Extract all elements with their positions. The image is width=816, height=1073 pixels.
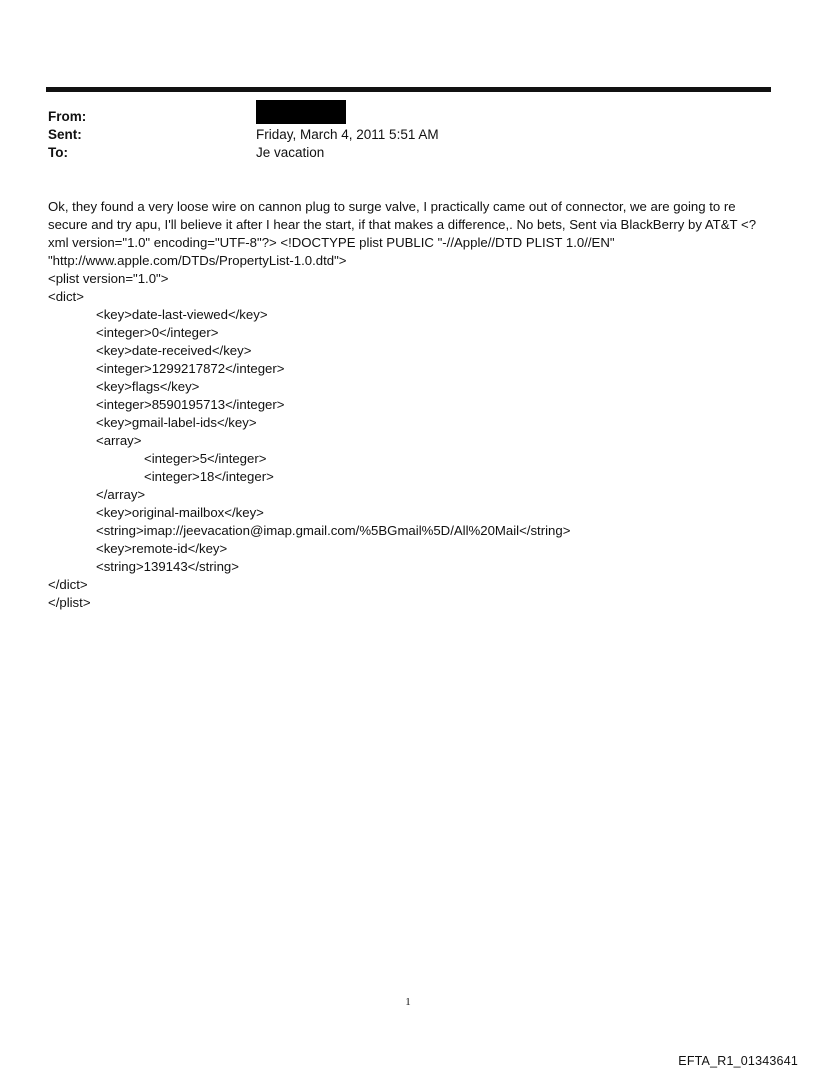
plist-line: <key>flags</key>: [96, 379, 200, 394]
message-body: [48, 198, 770, 612]
plist-line: <key>date-received</key>: [96, 343, 252, 358]
plist-line: <integer>18</integer>: [144, 469, 274, 484]
plist-line: <integer>1299217872</integer>: [96, 361, 285, 376]
plist-line: </array>: [96, 487, 146, 502]
page-number: 1: [405, 996, 411, 1008]
plist-line: <array>: [96, 433, 142, 448]
plist-line: <key>original-mailbox</key>: [96, 505, 264, 520]
plist-line: <key>remote-id</key>: [96, 541, 228, 556]
sent-label: Sent:: [48, 127, 82, 142]
plist-line: <key>date-last-viewed</key>: [96, 307, 268, 322]
plist-line: <plist version="1.0">: [48, 271, 169, 286]
plist-line: <string>139143</string>: [96, 559, 239, 574]
sent-value: Friday, March 4, 2011 5:51 AM: [256, 127, 439, 142]
plist-line: <key>gmail-label-ids</key>: [96, 415, 257, 430]
message-paragraph: Ok, they found a very loose wire on cannon plug to surge valve, I practically came out of connector, we are going to re secure and try apu, I'll believe it after I hear the start, if that makes a difference,. No bets, Sent via BlackBerry by AT&T <?xml version="1.0" encoding="UTF-8"?> <!DOCTYPE plist PUBLIC "-//Apple//DTD PLIST 1.0//EN" "http://www.apple.com/DTDs/PropertyList-1.0.dtd">: [48, 199, 757, 268]
to-label: To:: [48, 145, 68, 160]
header-rule: [46, 87, 771, 92]
to-value: Je vacation: [256, 145, 325, 160]
plist-line: <integer>8590195713</integer>: [96, 397, 285, 412]
from-redaction: [256, 100, 346, 124]
plist-line: <string>imap://jeevacation@imap.gmail.com/%5BGmail%5D/All%20Mail</string>: [96, 523, 571, 538]
document-id: EFTA_R1_01343641: [678, 1054, 798, 1068]
plist-line: <integer>0</integer>: [96, 325, 219, 340]
plist-line: <integer>5</integer>: [144, 451, 267, 466]
plist-line: <dict>: [48, 289, 84, 304]
from-label: From:: [48, 109, 87, 124]
plist-line: </plist>: [48, 595, 91, 610]
plist-line: </dict>: [48, 577, 88, 592]
